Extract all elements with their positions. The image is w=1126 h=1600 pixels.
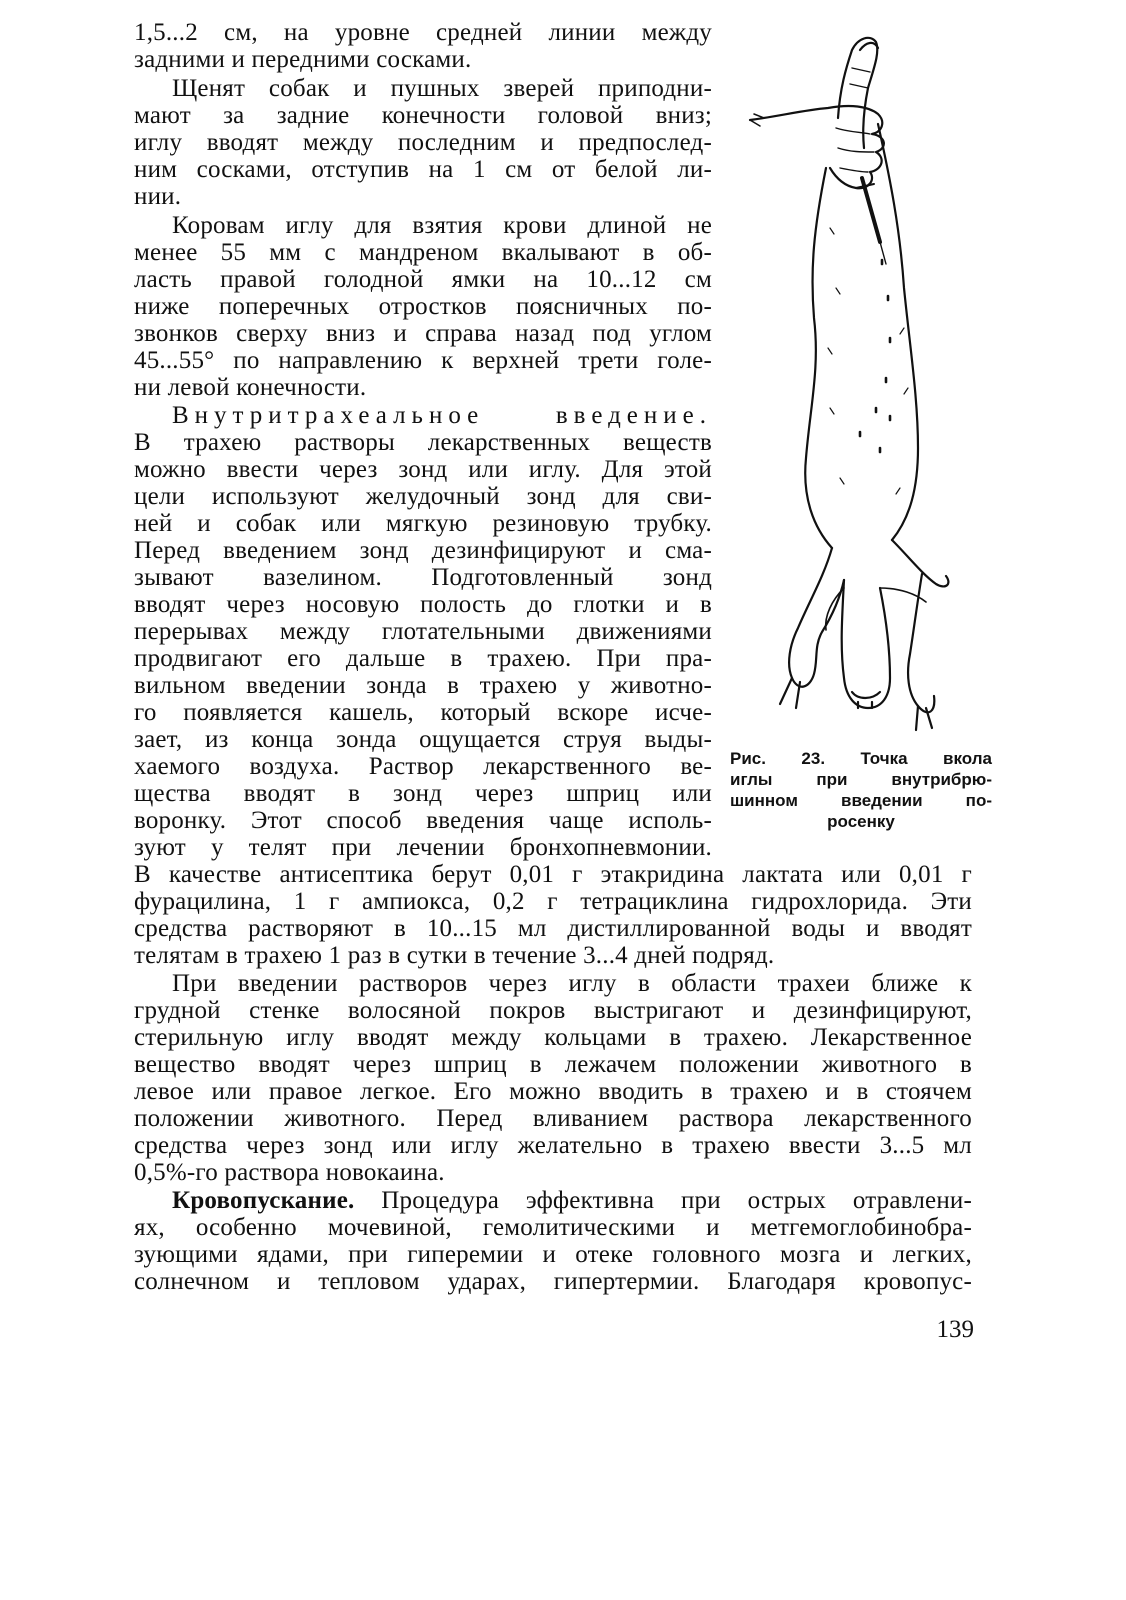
text-line: менее 55 мм с мандреном вкалывают в об- xyxy=(134,239,712,266)
text-span: Процедура эффективна при острых отравлени- xyxy=(354,1187,972,1214)
text-line: ниже поперечных отростков поясничных по- xyxy=(134,293,712,320)
text-line: стерильную иглу вводят между кольцами в трахею. Лекарственное xyxy=(134,1024,972,1051)
text-line: зывают вазелином. Подготовленный зонд xyxy=(134,564,712,591)
text-line: задними и передними сосками. xyxy=(134,46,472,73)
piglet-injection-illustration xyxy=(740,28,980,738)
text-line: В качестве антисептика берут 0,01 г этакридина лактата или 0,01 г xyxy=(134,861,972,888)
text-line: телятам в трахею 1 раз в сутки в течение 3...4 дней подряд. xyxy=(134,942,775,969)
text-line: 1,5...2 см, на уровне средней линии между xyxy=(134,19,712,46)
text-line: продвигают его дальше в трахею. При пра- xyxy=(134,645,712,672)
text-line: вещество вводят через шприц в лежачем положении животного в xyxy=(134,1051,972,1078)
text-line: ласть правой голодной ямки на 10...12 см xyxy=(134,266,712,293)
figure-caption xyxy=(730,748,992,832)
text-line: положении животного. Перед вливанием раствора лекарственного xyxy=(134,1105,972,1132)
text-line: 0,5%-го раствора новокаина. xyxy=(134,1159,445,1186)
text-line xyxy=(172,1188,972,1214)
page-number: 139 xyxy=(936,1316,974,1343)
text-line: можно ввести через зонд или иглу. Для этой xyxy=(134,456,712,483)
caption-line: Рис. 23. Точка вкола xyxy=(730,749,992,768)
text-line: Коровам иглу для взятия крови длиной не xyxy=(172,212,712,239)
text-line: левое или правое легкое. Его можно вводить в трахею и в стоячем xyxy=(134,1078,972,1105)
text-line: средства через зонд или иглу желательно в трахею ввести 3...5 мл xyxy=(134,1132,972,1159)
text-line: Перед введением зонд дезинфицируют и сма- xyxy=(134,537,712,564)
text-line: солнечном и тепловом ударах, гипертермии. Благодаря кровопус- xyxy=(134,1268,972,1295)
text-line: перерывах между глотательными движениями xyxy=(134,618,712,645)
text-line: При введении растворов через иглу в области трахеи ближе к xyxy=(172,970,972,997)
bold-term: Кровопускание. xyxy=(172,1187,355,1214)
text-line: го появляется кашель, который вскоре исче- xyxy=(134,699,712,726)
caption-line: шинном введении по- xyxy=(730,791,992,810)
text-line: мают за задние конечности головой вниз; xyxy=(134,102,712,129)
text-line: воронку. Этот способ введения чаще исполь- xyxy=(134,807,712,834)
text-line: В трахею растворы лекарственных веществ xyxy=(134,429,712,456)
section-heading: Внутритрахеальное введение. xyxy=(172,402,712,429)
text-line: зуют у телят при лечении бронхопневмонии. xyxy=(134,834,712,861)
caption-line: росенку xyxy=(827,812,895,831)
text-line: зующими ядами, при гиперемии и отеке головного мозга и легких, xyxy=(134,1241,972,1268)
text-line: вильном введении зонда в трахею у животно- xyxy=(134,672,712,699)
text-line: ней и собак или мягкую резиновую трубку. xyxy=(134,510,712,537)
text-line: хаемого воздуха. Раствор лекарственного ве- xyxy=(134,753,712,780)
text-line: 45...55° по направлению к верхней трети голе- xyxy=(134,347,712,374)
text-line: щества вводят в зонд через шприц или xyxy=(134,780,712,807)
text-line: фурацилина, 1 г ампиокса, 0,2 г тетрациклина гидрохлорида. Эти xyxy=(134,888,972,915)
text-line: зает, из конца зонда ощущается струя выды- xyxy=(134,726,712,753)
text-line: средства растворяют в 10...15 мл дистиллированной воды и вводят xyxy=(134,915,972,942)
text-line: иглу вводят между последним и предпослед- xyxy=(134,129,712,156)
text-line: звонков сверху вниз и справа назад под углом xyxy=(134,320,712,347)
text-line: нии. xyxy=(134,183,182,210)
text-line: вводят через носовую полость до глотки и в xyxy=(134,591,712,618)
text-line: ях, особенно мочевиной, гемолитическими и метгемоглобинобра- xyxy=(134,1214,972,1241)
text-line: ним сосками, отступив на 1 см от белой ли- xyxy=(134,156,712,183)
text-line: Щенят собак и пушных зверей приподни- xyxy=(172,75,712,102)
text-line: грудной стенке волосяной покров выстригают и дезинфицируют, xyxy=(134,997,972,1024)
caption-line: иглы при внутрибрю- xyxy=(730,770,992,789)
text-line: цели используют желудочный зонд для сви- xyxy=(134,483,712,510)
text-line: ни левой конечности. xyxy=(134,374,367,401)
